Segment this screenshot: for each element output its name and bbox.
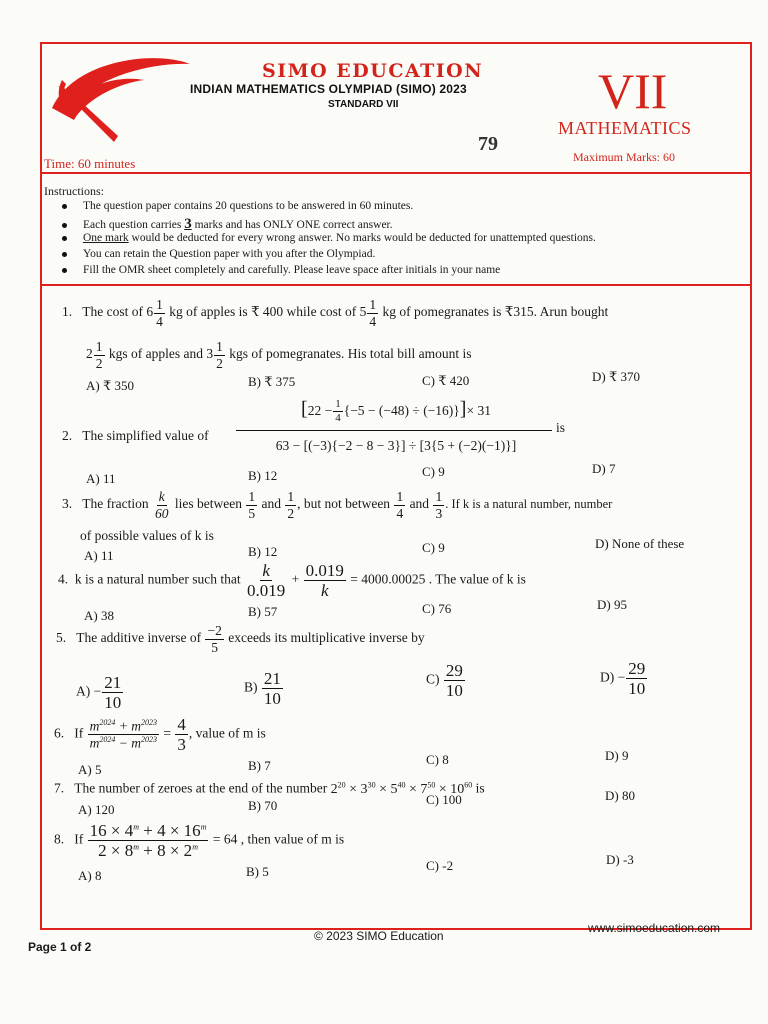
q2-numerator: [22 − $\frac{1}{4}$ {−5 − (−48) ÷ (−16)}]× 31	[301, 398, 491, 425]
question-7: 7. The number of zeroes at the end of the number $2^{20} \times 3^{30} \times 5^{40} \times 7^{50} \times 10^{60}$ is	[54, 780, 485, 797]
time-label: Time: 60 minutes	[44, 156, 136, 171]
q6-option-c: C) 8	[426, 752, 449, 767]
instruction-item: You can retain the Question paper with you after the Olympiad.	[62, 248, 375, 260]
question-1: 1. The cost of 6 $\frac{1}{4}$ kg of apples is ₹ 400 while cost of 5 $\frac{1}{4}$ kg of pomegranates is ₹315. Arun bought	[62, 297, 609, 329]
q6-option-b: B) 7	[248, 758, 271, 773]
q8-option-d: D) -3	[606, 852, 634, 867]
q7-option-d: D) 80	[605, 788, 635, 803]
q4-option-c: C) 76	[422, 601, 452, 616]
question-8: 8. If $\frac{16 \times 4^m + 4 \times 16^m}{2 \times 8^m + 8 \times 2^m}$ = 64 , then value of m is	[54, 821, 345, 860]
grade-label: VII	[598, 63, 668, 119]
q4-option-d: D) 95	[597, 597, 627, 612]
question-1-line-2: 2 $\frac{1}{2}$ kgs of apples and 3 $\frac{1}{2}$ kgs of pomegranates. His total bill amount is	[86, 339, 472, 371]
question-3-line-2: of possible values of k is	[80, 528, 214, 543]
q6-option-a: A) 5	[78, 762, 102, 777]
q2-option-b: B) 12	[248, 468, 278, 483]
standard-label: STANDARD VII	[328, 99, 399, 110]
q3-option-a: A) 11	[84, 548, 114, 563]
max-marks-label: Maximum Marks: 60	[573, 150, 675, 164]
q3-option-c: C) 9	[422, 540, 445, 555]
question-5: 5. The additive inverse of $\frac{-2}{5}$ exceeds its multiplicative inverse by	[56, 623, 425, 655]
q2-is: is	[556, 420, 566, 435]
brand-title: SIMO EDUCATION	[262, 60, 484, 82]
q2-option-d: D) 7	[592, 461, 616, 476]
instructions-title: Instructions:	[44, 184, 104, 198]
q1-option-a: A) ₹ 350	[86, 378, 134, 393]
q3-option-d: D) None of these	[595, 536, 685, 551]
q7-option-a: A) 120	[78, 802, 115, 817]
page-indicator: Page 1 of 2	[28, 940, 92, 954]
q4-option-b: B) 57	[248, 604, 278, 619]
q7-option-c: C) 100	[426, 792, 462, 807]
website-link[interactable]: www.simoeducation.com	[588, 921, 721, 935]
subject-label: MATHEMATICS	[558, 118, 692, 138]
q5-option-b: B) $\frac{21}{10}$	[244, 669, 281, 708]
q5-option-d: D) − $\frac{29}{10}$	[600, 659, 646, 698]
question-2: 2. The simplified value of	[62, 428, 209, 443]
q3-option-b: B) 12	[248, 544, 278, 559]
olympiad-title: INDIAN MATHEMATICS OLYMPIAD (SIMO) 2023	[190, 82, 467, 96]
q1-option-c: C) ₹ 420	[422, 373, 470, 388]
q8-option-b: B) 5	[246, 864, 269, 879]
q4-option-a: A) 38	[84, 608, 114, 623]
header-divider	[40, 172, 752, 174]
q1-option-b: B) ₹ 375	[248, 374, 296, 389]
instruction-item: Fill the OMR sheet completely and carefully. Please leave space after initials in your name	[62, 264, 500, 276]
q5-option-c: C) $\frac{29}{10}$	[426, 661, 463, 700]
instructions-divider	[40, 284, 752, 286]
q5-option-a: A) − $\frac{21}{10}$	[76, 673, 122, 712]
q1-option-d: D) ₹ 370	[592, 369, 640, 384]
instruction-item: The question paper contains 20 questions to be answered in 60 minutes.	[62, 200, 413, 212]
copyright: © 2023 SIMO Education	[314, 929, 444, 943]
q2-option-c: C) 9	[422, 464, 445, 479]
q6-option-d: D) 9	[605, 748, 629, 763]
question-3: 3. The fraction $\frac{k}{60}$ lies between $\frac{1}{5}$ and $\frac{1}{2}$ , but not between $\frac{1}{4}$ and $\frac{1}{3}$ . If k is a natural number, number	[62, 489, 613, 521]
q7-option-b: B) 70	[248, 798, 278, 813]
q8-option-a: A) 8	[78, 868, 102, 883]
question-4: 4. k is a natural number such that $\frac{k}{0.019}$ + $\frac{0.019}{k}$ = 4000.00025 . The value of k is	[58, 561, 526, 600]
instruction-item: Each question carries 3 marks and has ONLY ONE correct answer.	[62, 216, 393, 233]
q8-option-c: C) -2	[426, 858, 454, 873]
q2-option-a: A) 11	[86, 471, 116, 486]
paper-number: 79	[478, 133, 498, 155]
simo-logo	[44, 50, 194, 160]
q2-fraction-bar	[236, 430, 552, 431]
question-6: 6. If $\frac{m^{2024} + m^{2023}}{m^{2024} - m^{2023}}$ = $\frac{4}{3}$ , value of m is	[54, 715, 266, 754]
q2-denominator: 63 − [(−3){−2 − 8 − 3}] ÷ [3{5 + (−2)(−1)}]	[275, 438, 517, 453]
instruction-item: One mark would be deducted for every wrong answer. No marks would be deducted for unattempted questions.	[62, 232, 596, 244]
